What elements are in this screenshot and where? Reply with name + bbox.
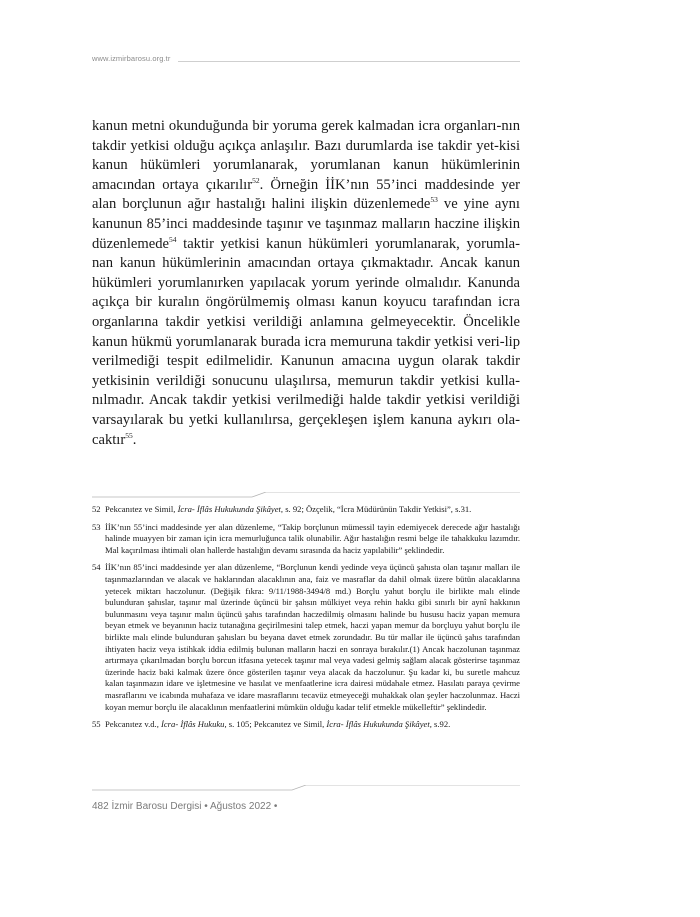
footnote-text-run: İİK’nın 85’inci maddesinde yer alan düzenleme, “Borçlunun kendi yedinde veya üçüncü şahısta olan taşınır malları ile taşınmazlarından ve alacak ve haklarından alacaklının ana, faiz ve masraflar da dahil olmak üzere bütün alacaklarına yetecek miktarı haczolunur. (Değişik fıkra: 9/11/1988-3494/8 md.) Borçlu yahut borçlu ile birlikte malı elinde bulunduran şahıslar, taşınır mal üzerinde üçüncü bir şahsın mülkiyet veya rehin hakkı gibi sınırlı bir aynî hakkının bulunmasını veya taşınır malın üçüncü şahıs tarafından haczedilmiş olmasını halinde bu hususu haciz yapan memura beyan etmek ve beyanının haciz tutanağına geçirilmesini talep etmek, haczi yapan memur da borçluyu yahut borçlu ile birlikte malı elinde bulunduran şahısları bu beyana davet etmek zorundadır. Bu tür mallar ile üçüncü şahıs tarafından ihtiyaten haciz veya istihkak iddia edilmiş bulunan malların haczi en sonraya bırakılır.(1) Ancak haczolunan taşınmaz artırmaya çıkarılmadan borçlu borcun itfasına yetecek taşınır mal veya vadesi gelmiş sağlam alacak gösterirse taşınmaz üzerinde haciz baki kalmak üzere önce gösterilen taşınır veya alacak da haczolunur. Şu kadar ki, bu suretle mahcuz kalan taşınmazın idare ve işletmesine ve hasılat ve menfaatlerine icra dairesi müdahale etmez. Hasılatı paraya çevirme masraflarını ve icabında muhafaza ve idare masraflarını tecavüz etmeyeceği muhakkak olan şeyler haczolunmaz. Haczi koyan memur borçlu ile alacaklının menfaatlerini mümkün olduğu kadar telif etmekle mükelleftir” şeklindedir. (105, 562, 520, 712)
footnote-text-run: İİK’nın 55’inci maddesinde yer alan düzenleme, “Takip borçlunun mümessil tayin edemiyecek derecede ağır hastalığı halinde muayyen bir zaman için icra memurluğunca talik olunabilir. Ağır hastalığın resmi belge ile tahakkuku lazımdır. Mal kaçırılması ihtimali olan hallerde hastalığın devamı sırasında da haciz yapılabilir” şeklindedir. (105, 521, 520, 555)
footnote-number: 54 (92, 562, 101, 573)
body-text-run: ve yine aynı kanunun 85’inci maddesinde taşınır ve taşınmaz malların haczine ilişkin düzenlemede (92, 196, 520, 252)
footnote-text (105, 522, 520, 557)
footer-rule (92, 785, 520, 795)
footnote-text (105, 719, 520, 731)
footnotes (92, 504, 520, 737)
footnote-number: 53 (92, 521, 101, 532)
footnote-text-run: Pekcanıtez v.d., (105, 719, 161, 730)
footnote-52 (92, 504, 520, 516)
header-rule (178, 61, 520, 62)
footnote-title: İcra- İflâs Hukukunda Şikâyet (326, 719, 430, 730)
footnote-text-run: , s. 92; Özçelik, “İcra Müdürünün Takdir Yetkisi”, s.31. (280, 504, 472, 514)
footer-text: 482 İzmir Barosu Dergisi • Ağustos 2022 • (92, 801, 278, 812)
header-url: www.izmirbarosu.org.tr (92, 54, 171, 63)
footnote-title: İcra- İflâs Hukuku (161, 719, 225, 730)
footnote-separator (92, 492, 520, 502)
footnote-text (105, 562, 520, 713)
body-text-run: taktir yetkisi kanun hükümleri yorumlanarak, yorumla-nan kanun hükümlerinin amacından ortaya çıkmaktadır. Ancak kanun hükümleri yorumlanırken yapılacak yorum yerinde olmalıdır. Kanunda açıkça bir kuralın öngörülmemiş olması kanun koyucu tarafından icra organlarına takdir yetkisi verildiği anlamına gelmeyecektir. Öncelikle kanun hükmü yorumlanarak burada icra memuruna takdir yetkisi veri-lip verilmediği tespit edilmelidir. Kanunun amacına uygun olarak takdir yetkisinin verildiği sonucunu ulaşılırsa, memurun takdir yetkisi kulla-nılmadır. Ancak takdir yetkisi verilmediği halde takdir yetkisi verildiği varsayılarak bu yetki kullanılırsa, gerçekleşen işlem kanuna aykırı ola-caktır (92, 235, 520, 448)
footnote-number: 52 (92, 504, 101, 514)
footnote-ref: 53 (430, 195, 438, 205)
footnote-text-run: , s.92. (429, 719, 451, 730)
body-text-run: . Örneğin İİK’nın 55’inci maddesinde yer alan borçlunun ağır hastalığı halini ilişkin düzenlemede (92, 176, 521, 213)
footnote-53 (92, 522, 520, 557)
body-text-run: . (132, 431, 137, 448)
main-paragraph (92, 117, 520, 450)
footnote-text-run: Pekcanıtez ve Simil, (105, 504, 178, 514)
footnote-55 (92, 719, 520, 731)
body-text-run: kanun metni okunduğunda bir yoruma gerek kalmadan icra organları-nın takdir yetkisi olduğu açıkça anlaşılır. Bazı durumlarda ise takdir yet-kisi kanun hükümleri yorumlanarak, yorumlanan kanun hükümlerinin amacından ortaya çıkarılır (92, 118, 520, 193)
footnote-text (105, 504, 520, 516)
footnote-text-run: , s. 105; Pekcanıtez ve Simil, (224, 719, 327, 730)
footnote-54 (92, 562, 520, 713)
footnote-title: İcra- İflâs Hukukunda Şikâyet (177, 504, 281, 514)
body-text (92, 117, 520, 450)
footnote-ref: 52 (252, 175, 260, 185)
footnote-ref: 55 (125, 430, 133, 440)
footnote-number: 55 (92, 719, 101, 730)
footnote-ref: 54 (168, 234, 177, 244)
